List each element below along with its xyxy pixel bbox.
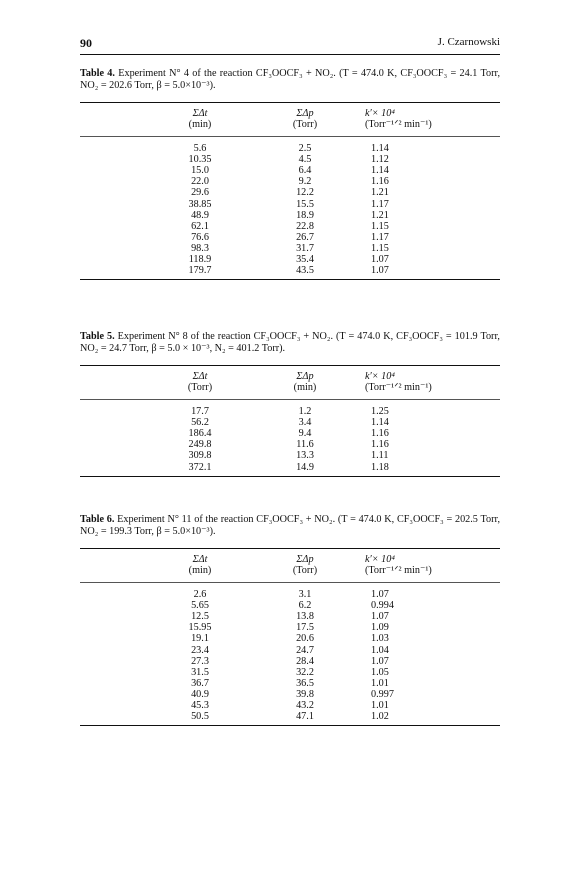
table-cell: 1.16 xyxy=(371,176,389,188)
table-cell: 372.1 xyxy=(188,461,212,473)
table-cell: 6.4 xyxy=(298,165,312,177)
table-label: Table 5. xyxy=(80,331,115,342)
table-cell: 47.1 xyxy=(296,711,314,723)
table-cell: 1.05 xyxy=(371,666,389,678)
table-cell: 50.5 xyxy=(191,711,209,723)
table-label: Table 6. xyxy=(80,514,115,525)
table-header-rule xyxy=(80,582,500,583)
column-header xyxy=(160,371,240,393)
table-cell: 5.6 xyxy=(193,143,207,154)
column-symbol: ΣΔt xyxy=(192,554,208,565)
table-cell: 1.04 xyxy=(371,644,389,656)
table-cell: 22.8 xyxy=(296,220,314,232)
table-cell: 1.16 xyxy=(371,439,389,451)
column-header xyxy=(365,371,445,393)
table-cell: 29.6 xyxy=(191,187,209,199)
column-unit: (Torr⁻¹ᐟ² min⁻¹) xyxy=(365,565,432,576)
table-bottom-rule xyxy=(80,279,500,280)
column-header xyxy=(365,554,445,576)
column-unit: (Torr) xyxy=(292,119,318,130)
table-cell: 1.09 xyxy=(371,622,389,634)
table-cell: 15.5 xyxy=(296,198,314,210)
table-cell: 1.11 xyxy=(371,450,389,462)
table-cell: 31.5 xyxy=(191,666,209,678)
table-cell: 1.14 xyxy=(371,143,389,154)
table-caption xyxy=(80,514,500,538)
table-cell: 15.95 xyxy=(188,622,212,634)
column-symbol: ΣΔt xyxy=(192,108,208,119)
column-symbol: ΣΔt xyxy=(192,371,208,382)
table-cell: 48.9 xyxy=(191,209,209,221)
table-cell: 1.15 xyxy=(371,242,389,254)
table-cell: 56.2 xyxy=(191,417,209,429)
column-unit: (min) xyxy=(188,565,212,576)
table-cell: 1.03 xyxy=(371,633,389,645)
table-cell: 39.8 xyxy=(296,688,314,700)
column-header xyxy=(265,371,345,393)
table-cell: 20.6 xyxy=(296,633,314,645)
table-cell: 13.8 xyxy=(296,611,314,623)
table-cell: 45.3 xyxy=(191,700,209,711)
table-cell: 2.5 xyxy=(298,143,312,154)
table-cell: 1.14 xyxy=(371,417,389,429)
caption-text: Experiment N° 8 of the reaction CF₃OOCF₃ + NO₂. (T = 474.0 K, CF₃OOCF₃ = 101.9 Torr, NO₂ = 24.7 Torr, β = 5.0 × 10⁻³, N₂ = 401.2 Torr). xyxy=(80,331,500,354)
table-cell: 1.02 xyxy=(371,711,389,723)
table-cell: 14.9 xyxy=(296,461,314,473)
table-row xyxy=(80,711,500,723)
running-author: J. Czarnowski xyxy=(437,36,500,48)
table-cell: 36.5 xyxy=(296,677,314,689)
table-cell: 3.4 xyxy=(298,417,312,429)
table-cell: 1.21 xyxy=(371,209,389,221)
table-cell: 1.15 xyxy=(371,220,389,232)
table-cell: 13.3 xyxy=(296,450,314,462)
column-header xyxy=(265,554,345,576)
table-cell: 18.9 xyxy=(296,209,314,221)
table-cell: 118.9 xyxy=(188,254,212,265)
table-cell: 1.18 xyxy=(371,461,389,473)
table-cell: 9.4 xyxy=(298,428,312,440)
table-cell: 1.16 xyxy=(371,428,389,440)
table-cell: 98.3 xyxy=(191,242,209,254)
table-caption xyxy=(80,331,500,355)
column-header xyxy=(160,108,240,130)
table-cell: 1.01 xyxy=(371,677,389,689)
table-cell: 10.35 xyxy=(188,154,212,166)
table-row xyxy=(80,265,500,277)
table-cell: 309.8 xyxy=(188,450,212,462)
table-4 xyxy=(80,68,500,277)
table-cell: 12.2 xyxy=(296,187,314,199)
running-header xyxy=(80,36,500,55)
table-cell: 17.5 xyxy=(296,622,314,634)
table-cell: 1.01 xyxy=(371,700,389,711)
table-cell: 249.8 xyxy=(188,439,212,451)
table-label: Table 4. xyxy=(80,68,115,79)
table-cell: 179.7 xyxy=(188,265,212,277)
table-cell: 43.5 xyxy=(296,265,314,277)
table-cell: 17.7 xyxy=(191,406,209,417)
table-cell: 1.07 xyxy=(371,589,389,600)
table-cell: 38.85 xyxy=(188,198,212,210)
table-cell: 1.12 xyxy=(371,154,389,166)
table-cell: 1.07 xyxy=(371,655,389,667)
table-cell: 1.17 xyxy=(371,231,389,243)
table-cell: 35.4 xyxy=(296,254,314,265)
column-unit: (min) xyxy=(293,382,317,393)
column-unit: (Torr⁻¹ᐟ² min⁻¹) xyxy=(365,119,432,130)
table-cell: 9.2 xyxy=(298,176,312,188)
table-cell: 12.5 xyxy=(191,611,209,623)
column-symbol: k′× 10⁴ xyxy=(365,554,395,565)
table-cell: 22.0 xyxy=(191,176,209,188)
table-cell: 19.1 xyxy=(191,633,209,645)
table-cell: 36.7 xyxy=(191,677,209,689)
table-header-rule xyxy=(80,136,500,137)
table-cell: 1.21 xyxy=(371,187,389,199)
table-cell: 62.1 xyxy=(191,220,209,232)
page-number: 90 xyxy=(80,36,92,50)
table-header-rule xyxy=(80,399,500,400)
column-unit: (Torr) xyxy=(187,382,213,393)
table-cell: 40.9 xyxy=(191,688,209,700)
table-cell: 28.4 xyxy=(296,655,314,667)
table-cell: 4.5 xyxy=(298,154,312,166)
table-cell: 0.994 xyxy=(371,600,394,612)
column-symbol: k′× 10⁴ xyxy=(365,371,395,382)
table-cell: 1.17 xyxy=(371,198,389,210)
table-cell: 1.25 xyxy=(371,406,389,417)
table-cell: 31.7 xyxy=(296,242,314,254)
table-cell: 26.7 xyxy=(296,231,314,243)
table-top-rule xyxy=(80,102,500,103)
table-bottom-rule xyxy=(80,476,500,477)
column-header xyxy=(365,108,445,130)
table-cell: 2.6 xyxy=(193,589,207,600)
table-cell: 76.6 xyxy=(191,231,209,243)
table-top-rule xyxy=(80,365,500,366)
column-unit: (Torr⁻¹ᐟ² min⁻¹) xyxy=(365,382,432,393)
caption-text: Experiment N° 4 of the reaction CF₃OOCF₃ + NO₂. (T = 474.0 K, CF₃OOCF₃ = 24.1 Torr, NO₂ = 202.6 Torr, β = 5.0×10⁻³). xyxy=(80,68,500,91)
column-symbol: k′× 10⁴ xyxy=(365,108,395,119)
caption-text: Experiment N° 11 of the reaction CF₃OOCF₃ + NO₂. (T = 474.0 K, CF₃OOCF₃ = 202.5 Torr, NO₂ = 199.3 Torr, β = 5.0×10⁻³). xyxy=(80,514,501,537)
table-cell: 3.1 xyxy=(298,589,312,600)
table-row xyxy=(80,462,500,474)
table-cell: 43.2 xyxy=(296,700,314,711)
table-cell: 1.14 xyxy=(371,165,389,177)
table-cell: 1.2 xyxy=(298,406,312,417)
table-cell: 1.07 xyxy=(371,611,389,623)
table-6 xyxy=(80,514,501,723)
column-header xyxy=(160,554,240,576)
table-5 xyxy=(80,331,500,473)
table-cell: 15.0 xyxy=(191,165,209,177)
column-symbol: ΣΔp xyxy=(296,108,314,119)
column-unit: (min) xyxy=(188,119,212,130)
column-symbol: ΣΔp xyxy=(296,371,314,382)
column-header xyxy=(265,108,345,130)
column-symbol: ΣΔp xyxy=(296,554,314,565)
column-unit: (Torr) xyxy=(292,565,318,576)
table-cell: 1.07 xyxy=(371,254,389,265)
table-cell: 186.4 xyxy=(188,428,212,440)
table-cell: 27.3 xyxy=(191,655,209,667)
table-cell: 32.2 xyxy=(296,666,314,678)
table-cell: 5.65 xyxy=(191,600,209,612)
table-cell: 23.4 xyxy=(191,644,209,656)
table-cell: 1.07 xyxy=(371,265,389,277)
table-top-rule xyxy=(80,548,500,549)
table-cell: 0.997 xyxy=(371,688,394,700)
table-cell: 6.2 xyxy=(298,600,312,612)
table-cell: 24.7 xyxy=(296,644,314,656)
table-caption xyxy=(80,68,500,92)
table-cell: 11.6 xyxy=(296,439,314,451)
table-bottom-rule xyxy=(80,725,500,726)
